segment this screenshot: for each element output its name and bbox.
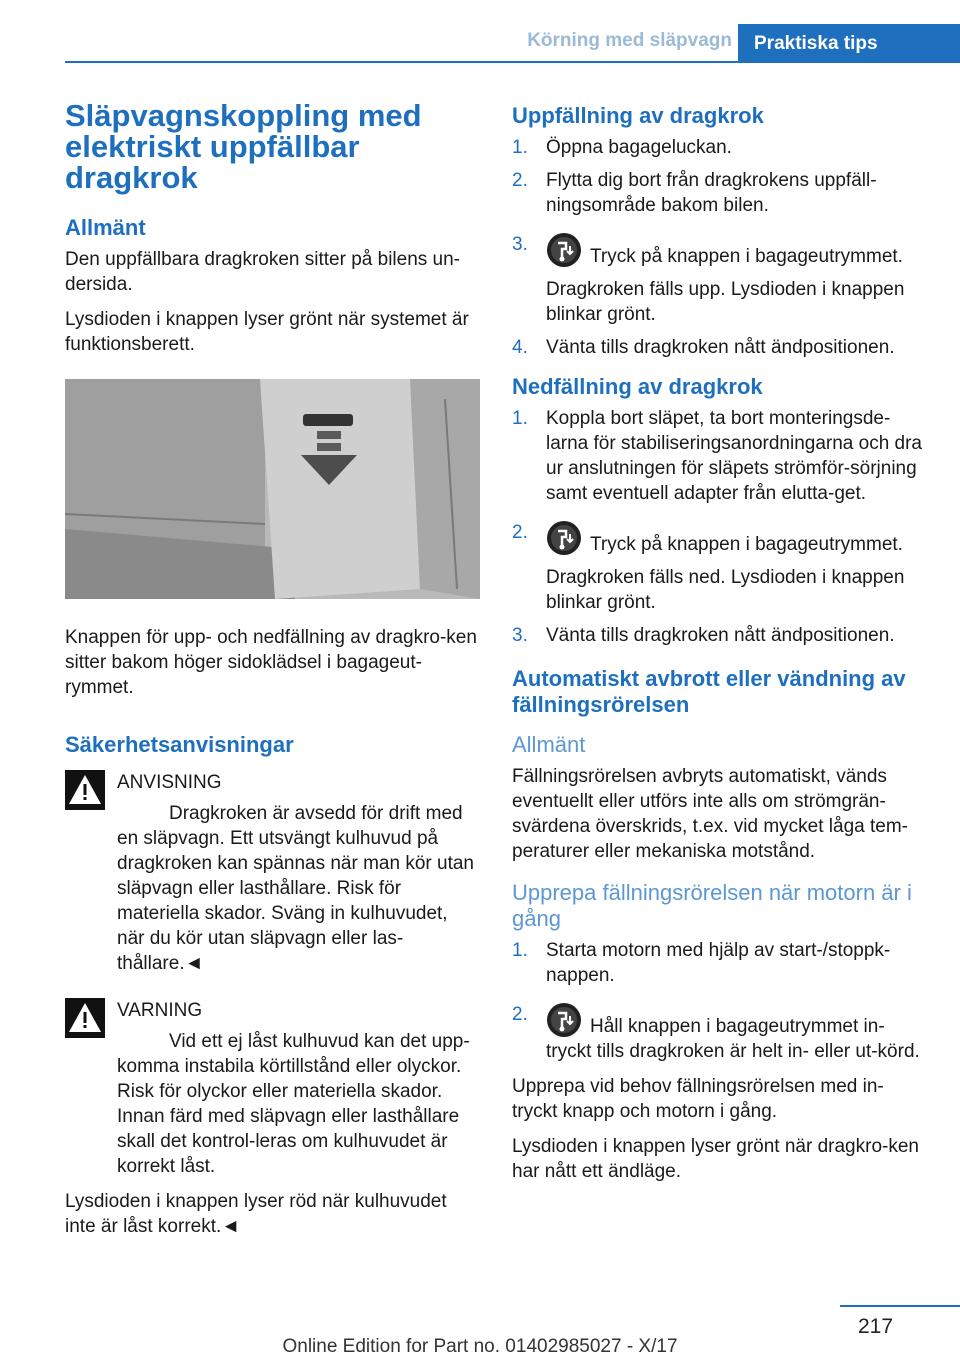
fold-step2-result: Dragkroken fälls ned. Lysdioden i knappen blinkar grönt. bbox=[546, 567, 905, 613]
list-item: 1. Öppna bagageluckan. bbox=[512, 137, 732, 158]
general-heading: Allmänt bbox=[65, 215, 146, 240]
auto-general-paragraph: Fällningsrörelsen avbryts automatiskt, vänds eventuellt eller utförs inte alls om strömgrän-svärdena överskrids, t.ex. vid mycket låga tem-peraturer eller mekaniska motstånd. bbox=[512, 766, 908, 862]
right-column bbox=[512, 103, 927, 1194]
fold-steps bbox=[512, 406, 927, 648]
list-item: 2. Flytta dig bort från dragkrokens uppfäll-ningsområde bakom bilen. bbox=[512, 170, 877, 216]
list-item: 2. Tryck på knappen i bagageutrymmet. Dragkroken fälls ned. Lysdioden i knappen blinkar grönt. bbox=[512, 520, 927, 615]
header-section-title: Körning med släpvagn bbox=[527, 30, 732, 51]
unfold-heading: Uppfällning av dragkrok bbox=[512, 103, 764, 128]
warning-text: Vid ett ej låst kulhuvud kan det upp-komma instabila körtillstånd eller olyckor. Risk för olyckor eller materiella skador. Innan färd med släpvagn eller lasthållare skall det kontrol-leras om kulhuvudet är korrekt låst. bbox=[117, 1031, 470, 1177]
photo-caption: Knappen för upp- och nedfällning av dragkro-ken sitter bakom höger sidoklädsel i bagageut-rymmet. bbox=[65, 627, 477, 698]
edition-footer: Online Edition for Part no. 01402985027 - X/17 bbox=[282, 1336, 678, 1357]
general-paragraph-1: Den uppfällbara dragkroken sitter på bilens un-dersida. bbox=[65, 249, 461, 295]
left-column bbox=[65, 100, 480, 1249]
unfold-step3-result: Dragkroken fälls upp. Lysdioden i knappen blinkar grönt. bbox=[546, 279, 905, 325]
repeat-paragraph-2: Lysdioden i knappen lyser grönt när dragkro-ken har nått ett ändläge. bbox=[512, 1136, 919, 1182]
header-rule bbox=[65, 61, 960, 63]
warning-extra-text: Lysdioden i knappen lyser röd när kulhuvudet inte är låst korrekt.◄ bbox=[65, 1191, 447, 1237]
warning-block bbox=[65, 998, 480, 1179]
repeat-steps bbox=[512, 938, 927, 1064]
notice-text: Dragkroken är avsedd för drift med en släpvagn. Ett utsvängt kulhuvud på dragkroken kan spännas när man kör utan släpvagn eller lasthållare. Risk för materiella skador. Sväng in kulhuvudet, när du kör utan släpvagn eller las-thållare.◄ bbox=[117, 803, 474, 974]
list-item: 2. Håll knappen i bagageutrymmet in-tryckt tills dragkroken är helt in- eller ut-körd. bbox=[512, 1004, 920, 1062]
warning-triangle-icon bbox=[65, 998, 105, 1038]
footer-rule bbox=[840, 1305, 960, 1307]
general-paragraph-2: Lysdioden i knappen lyser grönt när systemet är funktionsberett. bbox=[65, 309, 469, 355]
unfold-steps bbox=[512, 135, 927, 360]
tow-hook-button-icon bbox=[546, 232, 582, 268]
safety-heading: Säkerhetsanvisningar bbox=[65, 732, 294, 757]
repeat-paragraph-1: Upprepa vid behov fällningsrörelsen med in-tryckt knapp och motorn i gång. bbox=[512, 1076, 884, 1122]
tow-hook-button-icon bbox=[546, 520, 582, 556]
list-item: 4. Vänta tills dragkroken nått ändpositionen. bbox=[512, 337, 895, 358]
list-item: 3. Vänta tills dragkroken nått ändpositionen. bbox=[512, 625, 895, 646]
trunk-button-photo bbox=[65, 379, 480, 599]
fold-heading: Nedfällning av dragkrok bbox=[512, 374, 763, 399]
notice-block bbox=[65, 770, 480, 976]
auto-interrupt-heading: Automatiskt avbrott eller vändning av fällningsrörelsen bbox=[512, 666, 906, 717]
tow-hook-button-icon bbox=[546, 1002, 582, 1038]
list-item: 3. Tryck på knappen i bagageutrymmet. Dragkroken fälls upp. Lysdioden i knappen blinkar grönt. bbox=[512, 232, 927, 327]
header-chapter-tab: Praktiska tips bbox=[738, 24, 960, 63]
repeat-heading: Upprepa fällningsrörelsen när motorn är i gång bbox=[512, 880, 912, 931]
auto-general-heading: Allmänt bbox=[512, 732, 586, 757]
warning-title: VARNING bbox=[117, 1000, 203, 1021]
warning-triangle-icon bbox=[65, 770, 105, 810]
list-item: 1. Starta motorn med hjälp av start-/stoppk-nappen. bbox=[512, 940, 891, 986]
list-item: 1. Koppla bort släpet, ta bort monteringsde-larna för stabiliseringsanordningarna och dra ur anslutningen för släpets strömför-sörjning samt eventuell adapter från elutta-get. bbox=[512, 408, 923, 504]
page-number: 217 bbox=[858, 1315, 894, 1338]
page-title: Släpvagnskoppling med elektriskt uppfällbar dragkrok bbox=[65, 98, 422, 195]
notice-title: ANVISNING bbox=[117, 772, 222, 793]
